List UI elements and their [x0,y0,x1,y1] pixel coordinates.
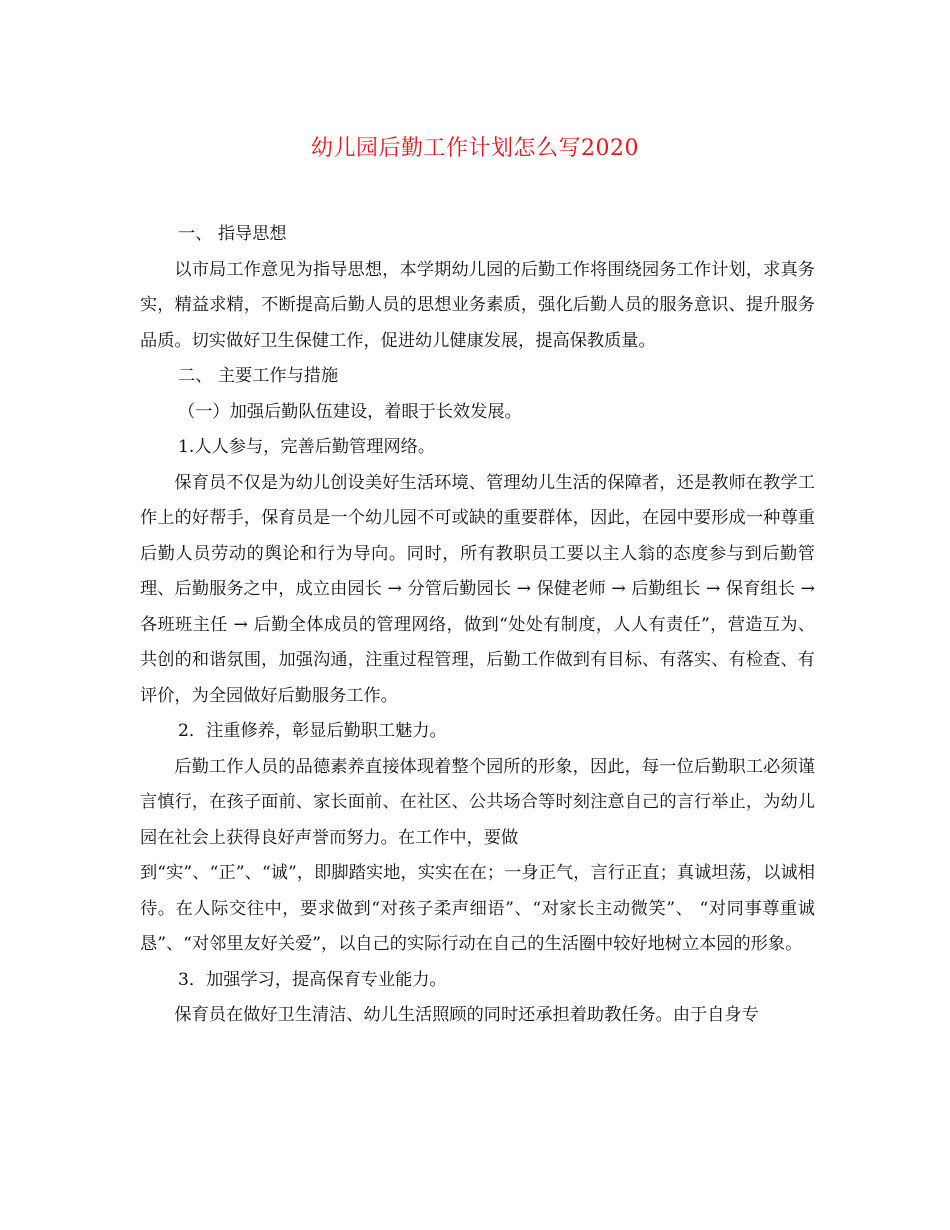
section-heading: 一、 指导思想 [178,224,287,244]
section-heading: 二、 主要工作与措施 [178,366,339,386]
item-heading: 1.人人参与，完善后勤管理网络。 [178,437,436,457]
paragraph: 保育员在做好卫生清洁、幼儿生活照顾的同时还承担着助教任务。由于自身专 [174,1005,759,1025]
subsection-heading: （一）加强后勤队伍建设，着眼于长效发展。 [178,401,522,422]
document-body [140,217,815,1034]
paragraph: 以市局工作意见为指导思想，本学期幼儿园的后勤工作将围绕园务工作计划，求真务实，精益求精，不断提高后勤人员的思想业务素质，强化后勤人员的服务意识、提升服务品质。切实做好卫生保健工作，促进幼儿健康发展，提高保教质量。 [140,259,815,351]
paragraph: 保育员不仅是为幼儿创设美好生活环境、管理幼儿生活的保障者，还是教师在教学工作上的好帮手，保育员是一个幼儿园不可或缺的重要群体，因此，在园中要形成一种尊重后勤人员劳动的舆论和行为导向。同时，所有教职员工要以主人翁的态度参与到后勤管理、后勤服务之中，成立由园长 → 分管后勤园长 → 保健老师 → 后勤组长 → 保育组长 → 各班班主任 → 后勤全体成员的管理网络，做到“处处有制度，人人有责任”，营造互为、共创的和谐氛围，加强沟通，注重过程管理，后勤工作做到有目标、有落实、有检查、有评价，为全园做好后勤服务工作。 [140,472,815,706]
paragraph: 后勤工作人员的品德素养直接体现着整个园所的形象，因此，每一位后勤职工必须谨言慎行，在孩子面前、家长面前、在社区、公共场合等时刻注意自己的言行举止，为幼儿园在社会上获得良好声誉而努力。在工作中，要做 [140,756,815,848]
item-heading: 3．加强学习，提高保育专业能力。 [178,969,447,990]
document-title: 幼儿园后勤工作计划怎么写2020 [311,136,639,161]
paragraph-continued: 到“实”、“正”、“诚”，即脚踏实地，实实在在；一身正气，言行正直；真诚坦荡，以诚相待。在人际交往中，要求做到“对孩子柔声细语”、“对家长主动微笑”、 “对同事尊重诚恳”、“对邻里友好关爱”，以自己的实际行动在自己的生活圈中较好地树立本园的形象。 [140,863,815,954]
item-heading: 2．注重修养，彰显后勤职工魅力。 [178,721,447,741]
